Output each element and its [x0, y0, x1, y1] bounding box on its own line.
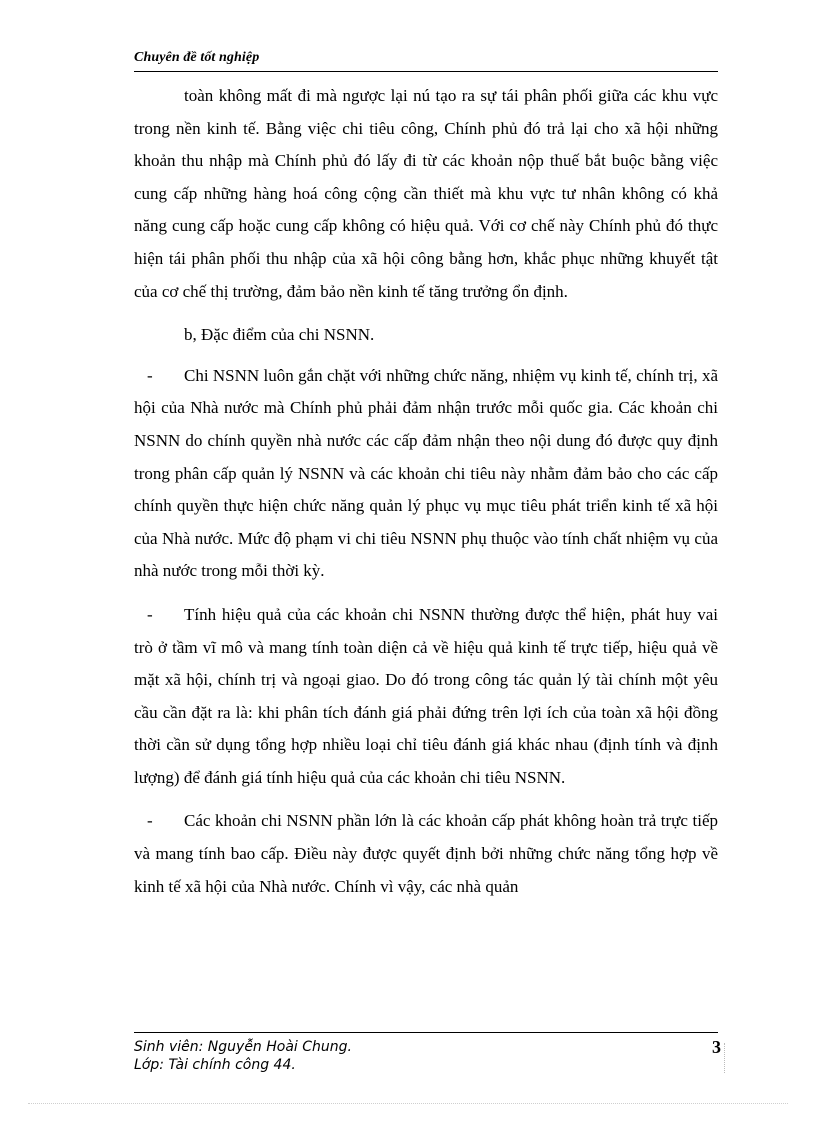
intro-paragraph: toàn không mất đi mà ngược lại nú tạo ra sự tái phân phối giữa các khu vực trong nền kinh tế. Bằng việc chi tiêu công, Chính phủ đó trả lại cho xã hội những khoản thu nhập mà Chính phủ đó lấy đi từ các khoản nộp thuế bắt buộc bằng việc cung cấp những hàng hoá công cộng cần thiết mà khu vực tư nhân không có khả năng cung cấp hoặc cung cấp không có hiệu quả. Với cơ chế này Chính phủ đó thực hiện tái phân phối thu nhập của xã hội công bằng hơn, khắc phục những khuyết tật của cơ chế thị trường, đảm bảo nền kinh tế tăng trưởng ổn định. [134, 86, 718, 301]
document-header-title: Chuyên đề tốt nghiệp [134, 50, 260, 65]
bullet-item-2 [134, 599, 718, 795]
section-heading: b, Đặc điểm của chi NSNN. [184, 325, 375, 345]
page-shadow-bottom [28, 1103, 788, 1104]
footer-student-name: Sinh viên: Nguyễn Hoài Chung. [134, 1039, 352, 1055]
page-number: 3 [712, 1037, 721, 1057]
bullet-dash-1: - [147, 365, 153, 385]
bullet-text-1: Chi NSNN luôn gắn chặt với những chức năng, nhiệm vụ kinh tế, chính trị, xã hội của Nhà nước mà Chính phủ phải đảm nhận trước mỗi quốc gia. Các khoản chi NSNN do chính quyền nhà nước các cấp đảm nhận theo nội dung đó được quy định trong phân cấp quản lý NSNN và các khoản chi tiêu này nhằm đảm bảo cho các cấp chính quyền thực hiện chức năng quản lý phục vụ mục tiêu phát triển kinh tế xã hội của Nhà nước. Mức độ phạm vi chi tiêu NSNN phụ thuộc vào tính chất nhiệm vụ của nhà nước trong mỗi thời kỳ. [134, 365, 718, 581]
bullet-dash-3: - [147, 811, 153, 831]
footer-class-name: Lớp: Tài chính công 44. [134, 1057, 296, 1073]
bullet-item-1 [134, 360, 718, 588]
footer-divider [134, 1032, 718, 1033]
bullet-dash-2: - [147, 604, 153, 624]
bullet-text-3: Các khoản chi NSNN phần lớn là các khoản cấp phát không hoàn trả trực tiếp và mang tính bao cấp. Điều này được quyết định bởi những chức năng tổng hợp về kinh tế xã hội của Nhà nước. Chính vì vậy, các nhà quản [134, 811, 718, 896]
bullet-item-3 [134, 805, 718, 903]
header-divider [134, 71, 718, 72]
page-shadow-right [724, 1043, 727, 1073]
bullet-text-2: Tính hiệu quả của các khoản chi NSNN thường được thể hiện, phát huy vai trò ở tầm vĩ mô và mang tính toàn diện cả về hiệu quả kinh tế trực tiếp, hiệu quả về mặt xã hội, chính trị và ngoại giao. Do đó trong công tác quản lý tài chính một yêu cầu cần đặt ra là: khi phân tích đánh giá phải đứng trên lợi ích của toàn xã hội đồng thời cần sử dụng tổng hợp nhiều loại chỉ tiêu đánh giá khác nhau (định tính và định lượng) để đánh giá tính hiệu quả của các khoản chi tiêu NSNN. [134, 604, 718, 787]
page-body [134, 80, 718, 914]
